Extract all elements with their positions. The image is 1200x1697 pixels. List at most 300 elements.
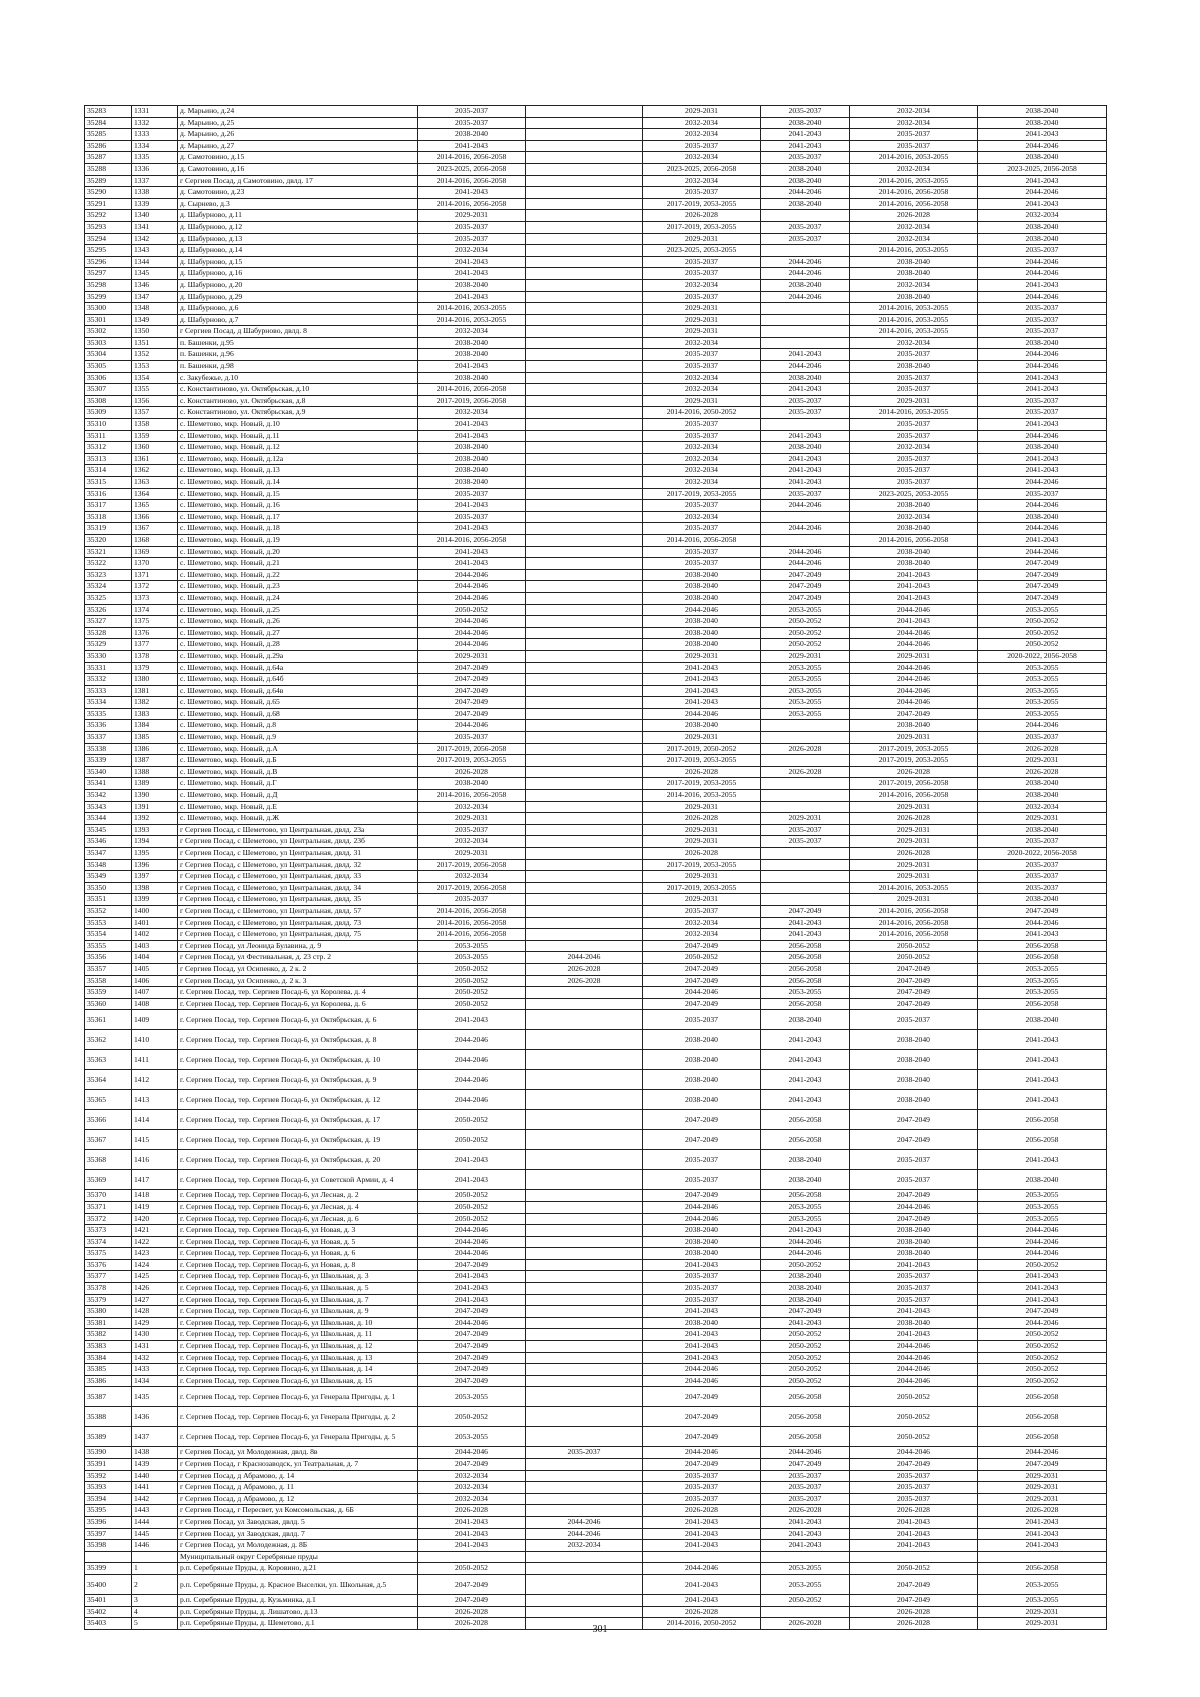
table-cell-c: 2041-2043 [643,674,761,686]
table-cell-address: г Сергиев Посад, д Абрамово, д. 11 [178,1482,418,1494]
table-cell-d: 2041-2043 [761,1050,850,1070]
table-cell-id: 35324 [85,581,132,593]
table-cell-a: 2047-2049 [418,1329,526,1341]
table-cell-b [526,546,643,558]
table-row [85,500,1107,512]
table-cell-b [526,1130,643,1150]
table-cell-a: 2047-2049 [418,662,526,674]
table-cell-num: 1411 [132,1050,178,1070]
table-cell-id: 35364 [85,1070,132,1090]
table-cell-d: 2041-2043 [761,929,850,941]
table-cell-address: г. Сергиев Посад, тер. Сергиев Посад-6, ул Школьная, д. 3 [178,1271,418,1283]
table-row [85,1317,1107,1329]
table-cell-c: 2041-2043 [643,1540,761,1552]
table-cell-f: 2038-2040 [978,117,1107,129]
table-cell-c: 2029-2031 [643,650,761,662]
table-row [85,940,1107,952]
table-cell-a: 2038-2040 [418,279,526,291]
table-cell-address: г. Сергиев Посад, тер. Сергиев Посад-6, ул Школьная, д. 7 [178,1294,418,1306]
table-cell-d: 2029-2031 [761,650,850,662]
table-cell-id: 35334 [85,697,132,709]
table-cell-a: 2035-2037 [418,117,526,129]
table-cell-a: 2035-2037 [418,106,526,118]
table-cell-e: 2029-2031 [850,824,978,836]
table-row [85,1010,1107,1030]
table-cell-address: с. Константиново, ул. Октябрьская, д.8 [178,395,418,407]
table-cell-f: 2035-2037 [978,882,1107,894]
table-cell-id: 35343 [85,801,132,813]
table-cell-c: 2041-2043 [643,1516,761,1528]
table-cell-a: 2044-2046 [418,1317,526,1329]
table-cell-id: 35323 [85,569,132,581]
table-cell-d: 2044-2046 [761,558,850,570]
table-cell-d: 2041-2043 [761,453,850,465]
table-cell-f: 2050-2052 [978,616,1107,628]
table-row [85,256,1107,268]
table-cell-c: 2032-2034 [643,129,761,141]
table-cell-a: 2041-2043 [418,1271,526,1283]
table-cell-b [526,117,643,129]
table-cell-a: 2035-2037 [418,221,526,233]
table-cell-num: 3 [132,1594,178,1606]
table-cell-c: 2044-2046 [643,1375,761,1387]
table-cell-address: с. Шеметово, мкр. Новый, д.24 [178,592,418,604]
table-cell-id: 35384 [85,1352,132,1364]
table-cell-d: 2035-2037 [761,1493,850,1505]
table-cell-id: 35314 [85,465,132,477]
table-cell-a: 2041-2043 [418,1528,526,1540]
table-cell-e: 2029-2031 [850,395,978,407]
table-cell-address: с. Шеметово, мкр. Новый, д.Ж [178,813,418,825]
table-cell-f: 2047-2049 [978,1459,1107,1471]
table-cell-f: 2035-2037 [978,732,1107,744]
table-cell-address: д. Шабурново, д.15 [178,256,418,268]
table-cell-c: 2032-2034 [643,917,761,929]
table-cell-c: 2047-2049 [643,940,761,952]
table-cell-a: 2041-2043 [418,1150,526,1170]
table-cell-e: 2044-2046 [850,1375,978,1387]
table-cell-num: 1362 [132,465,178,477]
table-cell-e: 2029-2031 [850,871,978,883]
table-cell-address: г Сергиев Посад, с Шеметово, ул Центральная, двлд. 35 [178,894,418,906]
table-cell-e: 2047-2049 [850,987,978,999]
table-cell-id: 35357 [85,963,132,975]
table-cell-e: 2035-2037 [850,1170,978,1190]
table-cell-num: 1340 [132,210,178,222]
table-cell-d: 2056-2058 [761,998,850,1010]
table-cell-e: 2035-2037 [850,384,978,396]
table-cell-c: 2023-2025, 2056-2058 [643,163,761,175]
table-cell-f: 2047-2049 [978,558,1107,570]
table-cell-b: 2026-2028 [526,975,643,987]
table-cell-a: 2050-2052 [418,963,526,975]
table-cell-d: 2047-2049 [761,592,850,604]
table-cell-f: 2041-2043 [978,1283,1107,1295]
table-cell-e: 2038-2040 [850,1070,978,1090]
table-cell-c: 2041-2043 [643,662,761,674]
table-cell-id: 35358 [85,975,132,987]
table-cell-f: 2038-2040 [978,778,1107,790]
table-cell-a: 2050-2052 [418,975,526,987]
table-cell-id: 35344 [85,813,132,825]
table-cell-f: 2053-2055 [978,1594,1107,1606]
table-cell-num: 1367 [132,523,178,535]
table-cell-f: 2050-2052 [978,627,1107,639]
table-cell-id: 35337 [85,732,132,744]
table-cell-address: с. Шеметово, мкр. Новый, д.21 [178,558,418,570]
table-cell-a: 2017-2019, 2053-2055 [418,755,526,767]
table-cell-b [526,1482,643,1494]
table-cell-c: 2035-2037 [643,1470,761,1482]
table-cell-a: 2014-2016, 2053-2055 [418,314,526,326]
table-cell-address: г Сергиев Посад, с Шеметово, ул Центральная, двлд. 57 [178,905,418,917]
table-cell-d [761,245,850,257]
table-cell-num: 1332 [132,117,178,129]
table-cell-num: 1375 [132,616,178,628]
table-cell-b [526,430,643,442]
table-cell-c: 2026-2028 [643,1606,761,1618]
table-cell-f: 2050-2052 [978,639,1107,651]
table-cell-num: 1428 [132,1306,178,1318]
table-cell-a: 2050-2052 [418,998,526,1010]
table-cell-a: 2044-2046 [418,627,526,639]
table-cell-b [526,221,643,233]
table-cell-c: 2047-2049 [643,1459,761,1471]
table-cell-d: 2038-2040 [761,372,850,384]
table-cell-a: 2035-2037 [418,732,526,744]
table-row [85,801,1107,813]
table-row [85,1375,1107,1387]
table-row [85,187,1107,199]
table-cell-d: 2056-2058 [761,940,850,952]
table-cell-address: с. Шеметово, мкр. Новый, д.13 [178,465,418,477]
table-row [85,1283,1107,1295]
table-cell-d: 2041-2043 [761,1317,850,1329]
table-cell-address: г. Сергиев Посад, тер. Сергиев Посад-6, ул Генерала Пригоды, д. 1 [178,1387,418,1407]
table-row [85,1447,1107,1459]
table-cell-address: с. Шеметово, мкр. Новый, д.64а [178,662,418,674]
table-row [85,337,1107,349]
table-cell-a: 2041-2043 [418,500,526,512]
table-cell-e: 2035-2037 [850,465,978,477]
table-cell-f: 2038-2040 [978,152,1107,164]
table-cell-address: д. Шабурново, д.7 [178,314,418,326]
table-cell-a: 2050-2052 [418,604,526,616]
table-cell-a: 2017-2019, 2056-2058 [418,882,526,894]
table-cell-address: г. Сергиев Посад, тер. Сергиев Посад-6, ул Октябрьская, д. 6 [178,1010,418,1030]
table-cell-b [526,998,643,1010]
table-cell-f: 2056-2058 [978,952,1107,964]
table-cell-id: 35377 [85,1271,132,1283]
table-cell-address: г. Сергиев Посад, тер. Сергиев Посад-6, ул Генерала Пригоды, д. 2 [178,1407,418,1427]
table-cell-e: 2050-2052 [850,952,978,964]
table-row [85,1090,1107,1110]
table-cell-address: г. Сергиев Посад, тер. Сергиев Посад-6, ул Октябрьская, д. 20 [178,1150,418,1170]
table-cell-address: г Сергиев Посад, ул Фестивальная, д. 23 стр. 2 [178,952,418,964]
table-cell-d [761,337,850,349]
table-cell-num [132,1551,178,1563]
table-cell-num: 1413 [132,1090,178,1110]
table-cell-c: 2035-2037 [643,1283,761,1295]
table-cell-b [526,778,643,790]
table-cell-address: г. Сергиев Посад, тер. Сергиев Посад-6, ул Школьная, д. 5 [178,1283,418,1295]
table-cell-id: 35374 [85,1236,132,1248]
table-cell-id: 35380 [85,1306,132,1318]
table-cell-f: 2044-2046 [978,291,1107,303]
table-cell-num: 1341 [132,221,178,233]
table-cell-b [526,940,643,952]
table-cell-address: г. Сергиев Посад, тер. Сергиев Посад-6, ул Школьная, д. 15 [178,1375,418,1387]
table-cell-id: 35293 [85,221,132,233]
table-cell-c [643,1551,761,1563]
table-cell-id: 35291 [85,198,132,210]
table-cell-a: 2041-2043 [418,1010,526,1030]
table-cell-b [526,569,643,581]
table-cell-e: 2026-2028 [850,1606,978,1618]
table-cell-f: 2041-2043 [978,1090,1107,1110]
table-cell-d: 2035-2037 [761,106,850,118]
table-cell-id: 35346 [85,836,132,848]
table-cell-a: 2044-2046 [418,1447,526,1459]
table-cell-d: 2050-2052 [761,639,850,651]
table-cell-address: д. Марьино, д.26 [178,129,418,141]
table-cell-num: 1410 [132,1030,178,1050]
table-cell-a: 2014-2016, 2056-2058 [418,917,526,929]
table-cell-b [526,882,643,894]
table-cell-b: 2044-2046 [526,952,643,964]
table-cell-e: 2029-2031 [850,859,978,871]
table-row [85,1352,1107,1364]
table-cell-e: 2050-2052 [850,1387,978,1407]
table-cell-f: 2044-2046 [978,256,1107,268]
table-cell-address: п. Башенки, д.95 [178,337,418,349]
table-cell-e: 2041-2043 [850,569,978,581]
table-cell-d: 2056-2058 [761,1427,850,1447]
table-row [85,477,1107,489]
table-cell-address: г. Сергиев Посад, тер. Сергиев Посад-6, ул Генерала Пригоды, д. 5 [178,1427,418,1447]
table-cell-c: 2035-2037 [643,291,761,303]
table-cell-d: 2041-2043 [761,917,850,929]
table-cell-id: 35390 [85,1447,132,1459]
table-cell-b: 2032-2034 [526,1540,643,1552]
table-cell-e: 2035-2037 [850,140,978,152]
table-cell-f: 2044-2046 [978,430,1107,442]
table-cell-num: 1439 [132,1459,178,1471]
table-cell-id: 35348 [85,859,132,871]
table-cell-f: 2038-2040 [978,894,1107,906]
table-cell-e: 2044-2046 [850,674,978,686]
table-cell-id: 35297 [85,268,132,280]
table-cell-e: 2038-2040 [850,1225,978,1237]
table-cell-num: 1391 [132,801,178,813]
data-table-container [84,105,1106,1630]
table-row [85,163,1107,175]
table-cell-id: 35296 [85,256,132,268]
table-cell-id: 35353 [85,917,132,929]
table-cell-num: 1365 [132,500,178,512]
table-cell-a: 2044-2046 [418,592,526,604]
data-table [84,105,1107,1630]
table-row [85,221,1107,233]
table-cell-d: 2053-2055 [761,697,850,709]
table-cell-num: 1377 [132,639,178,651]
table-cell-num: 1397 [132,871,178,883]
table-cell-c: 2038-2040 [643,1070,761,1090]
table-cell-b [526,848,643,860]
table-cell-b [526,1236,643,1248]
table-cell-f: 2044-2046 [978,720,1107,732]
table-cell-e [850,1551,978,1563]
table-row [85,349,1107,361]
table-cell-b: 2044-2046 [526,1528,643,1540]
table-cell-b [526,1470,643,1482]
table-cell-b [526,1170,643,1190]
table-row [85,175,1107,187]
table-cell-e: 2035-2037 [850,430,978,442]
table-cell-address: с. Шеметово, мкр. Новый, д.15 [178,488,418,500]
table-cell-d: 2035-2037 [761,221,850,233]
table-cell-a: 2041-2043 [418,140,526,152]
table-cell-c: 2035-2037 [643,558,761,570]
table-cell-c: 2047-2049 [643,1130,761,1150]
table-cell-d: 2053-2055 [761,1574,850,1594]
table-cell-num: 1404 [132,952,178,964]
table-row [85,1306,1107,1318]
table-row [85,708,1107,720]
table-row [85,1516,1107,1528]
table-cell-id: 35301 [85,314,132,326]
table-row [85,963,1107,975]
table-cell-address: г. Сергиев Посад, тер. Сергиев Посад-6, ул Лесная, д. 2 [178,1190,418,1202]
table-cell-address: с. Константиново, ул. Октябрьская, д.10 [178,384,418,396]
table-cell-b [526,106,643,118]
table-cell-d [761,511,850,523]
table-cell-d: 2056-2058 [761,1130,850,1150]
table-cell-d: 2041-2043 [761,465,850,477]
table-cell-b [526,1352,643,1364]
table-cell-id: 35387 [85,1387,132,1407]
table-cell-id: 35382 [85,1329,132,1341]
table-cell-e: 2032-2034 [850,279,978,291]
table-cell-f: 2053-2055 [978,963,1107,975]
table-row [85,569,1107,581]
table-cell-d: 2035-2037 [761,824,850,836]
table-cell-id: 35376 [85,1259,132,1271]
table-cell-c: 2017-2019, 2053-2055 [643,882,761,894]
table-cell-address: г Сергиев Посад, д Самотовино, двлд. 17 [178,175,418,187]
table-cell-e: 2035-2037 [850,1010,978,1030]
table-cell-f: 2056-2058 [978,1427,1107,1447]
table-cell-c: 2032-2034 [643,929,761,941]
table-cell-e: 2035-2037 [850,349,978,361]
table-cell-c: 2035-2037 [643,430,761,442]
table-cell-a: 2032-2034 [418,1470,526,1482]
table-cell-a: 2026-2028 [418,1606,526,1618]
table-row [85,882,1107,894]
table-cell-b [526,523,643,535]
table-cell-c: 2032-2034 [643,453,761,465]
table-cell-e: 2047-2049 [850,998,978,1010]
table-cell-a: 2035-2037 [418,488,526,500]
table-row [85,581,1107,593]
table-cell-c: 2050-2052 [643,952,761,964]
table-cell-b [526,314,643,326]
table-cell-address: с. Шеметово, мкр. Новый, д.68 [178,708,418,720]
table-cell-d: 2038-2040 [761,1010,850,1030]
table-cell-c: 2029-2031 [643,871,761,883]
table-cell-d: 2053-2055 [761,685,850,697]
table-cell-num: 1420 [132,1213,178,1225]
table-cell-num: 1408 [132,998,178,1010]
table-cell-d: 2050-2052 [761,1259,850,1271]
table-cell-d: 2053-2055 [761,674,850,686]
table-cell-num: 1401 [132,917,178,929]
table-cell-d: 2041-2043 [761,349,850,361]
table-cell-id: 35378 [85,1283,132,1295]
table-cell-f: 2047-2049 [978,905,1107,917]
table-cell-f: 2035-2037 [978,326,1107,338]
table-cell-id: 35318 [85,511,132,523]
table-cell-d: 2050-2052 [761,627,850,639]
table-cell-e: 2050-2052 [850,1563,978,1575]
table-row [85,1259,1107,1271]
table-cell-d [761,778,850,790]
table-cell-c: 2017-2019, 2053-2055 [643,221,761,233]
table-row [85,1594,1107,1606]
table-cell-id: 35342 [85,790,132,802]
table-cell-address: п. Башенки, д.96 [178,349,418,361]
table-cell-d: 2044-2046 [761,546,850,558]
table-cell-a: 2050-2052 [418,1110,526,1130]
table-cell-c: 2044-2046 [643,1213,761,1225]
table-cell-f: 2044-2046 [978,187,1107,199]
table-cell-a: 2044-2046 [418,720,526,732]
table-cell-c: 2038-2040 [643,1317,761,1329]
table-cell-a: 2044-2046 [418,1236,526,1248]
table-body [85,106,1107,1630]
table-cell-b [526,198,643,210]
table-cell-b [526,1364,643,1376]
table-cell-num: 1425 [132,1271,178,1283]
table-cell-a: 2041-2043 [418,1516,526,1528]
table-cell-d [761,732,850,744]
table-cell-a: 2014-2016, 2056-2058 [418,905,526,917]
table-row [85,442,1107,454]
table-cell-c: 2029-2031 [643,106,761,118]
table-cell-b [526,824,643,836]
table-cell-c: 2029-2031 [643,326,761,338]
table-cell-num: 1400 [132,905,178,917]
table-cell-b [526,558,643,570]
table-cell-id: 35349 [85,871,132,883]
table-cell-d: 2044-2046 [761,1248,850,1260]
table-cell-a: 2023-2025, 2056-2058 [418,163,526,175]
table-cell-id: 35393 [85,1482,132,1494]
table-row [85,245,1107,257]
table-cell-f: 2044-2046 [978,1317,1107,1329]
table-cell-num: 1364 [132,488,178,500]
table-cell-num: 1343 [132,245,178,257]
table-row [85,407,1107,419]
table-cell-e: 2029-2031 [850,801,978,813]
table-cell-id [85,1551,132,1563]
table-cell-num: 1358 [132,419,178,431]
table-cell-id: 35366 [85,1110,132,1130]
table-row [85,140,1107,152]
table-cell-a: 2041-2043 [418,256,526,268]
table-cell-e: 2029-2031 [850,650,978,662]
table-cell-e: 2014-2016, 2056-2058 [850,187,978,199]
